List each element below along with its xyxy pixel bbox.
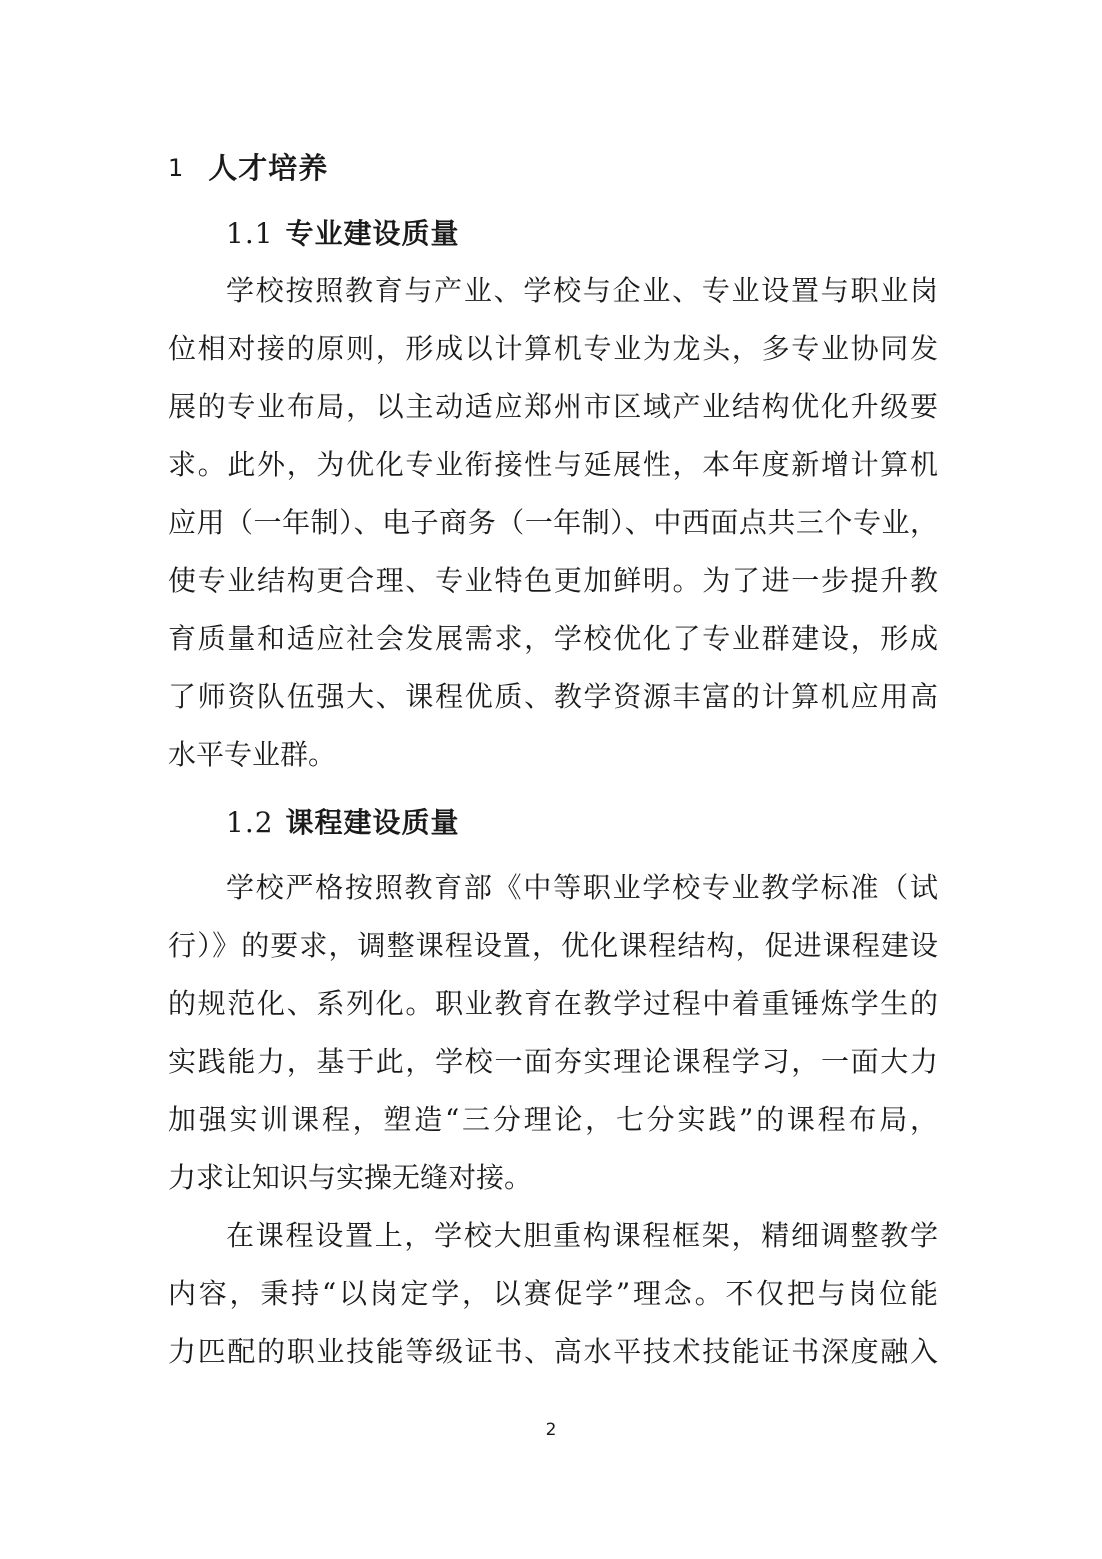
text-line: 的规范化、系列化。职业教育在教学过程中着重锤炼学生的 xyxy=(168,987,938,1020)
text-line: 内容，秉持“以岗定学，以赛促学”理念。不仅把与岗位能 xyxy=(168,1277,938,1310)
text-line: 实践能力，基于此，学校一面夯实理论课程学习，一面大力 xyxy=(168,1045,938,1078)
subsection-number: 1.2 xyxy=(226,806,274,839)
subsection-title: 专业建设质量 xyxy=(285,217,460,250)
text-line: 展的专业布局，以主动适应郑州市区域产业结构优化升级要 xyxy=(168,390,938,423)
text-line: 力求让知识与实操无缝对接。 xyxy=(168,1161,533,1194)
subsection-title: 课程建设质量 xyxy=(285,806,460,839)
text-line: 加强实训课程，塑造“三分理论，七分实践”的课程布局， xyxy=(168,1103,938,1136)
subsection-heading-1-2 xyxy=(226,801,460,841)
text-line: 学校严格按照教育部《中等职业学校专业教学标准（试 xyxy=(226,871,938,904)
paragraph-curriculum-standard xyxy=(168,859,938,1207)
section-number: 1 xyxy=(168,154,185,182)
text-line: 位相对接的原则，形成以计算机专业为龙头，多专业协同发 xyxy=(168,332,938,365)
text-line: 行）》的要求，调整课程设置，优化课程结构，促进课程建设 xyxy=(168,929,938,962)
paragraph-professional-construction xyxy=(168,262,938,784)
text-line: 学校按照教育与产业、学校与企业、专业设置与职业岗 xyxy=(226,274,938,307)
text-line: 在课程设置上，学校大胆重构课程框架，精细调整教学 xyxy=(226,1219,938,1252)
text-line: 育质量和适应社会发展需求，学校优化了专业群建设，形成 xyxy=(168,622,938,655)
text-line: 了师资队伍强大、课程优质、教学资源丰富的计算机应用高 xyxy=(168,680,938,713)
text-line: 水平专业群。 xyxy=(168,738,337,771)
section-heading xyxy=(168,146,328,187)
text-line: 力匹配的职业技能等级证书、高水平技术技能证书深度融入 xyxy=(168,1335,938,1368)
section-title: 人才培养 xyxy=(208,151,329,185)
text-line: 应用（一年制）、电子商务（一年制）、中西面点共三个专业， xyxy=(168,506,938,539)
text-line: 求。此外，为优化专业衔接性与延展性，本年度新增计算机 xyxy=(168,448,938,481)
subsection-heading-1-1 xyxy=(226,212,460,252)
page-number: 2 xyxy=(545,1420,557,1440)
subsection-number: 1.1 xyxy=(226,217,274,250)
paragraph-curriculum-setting xyxy=(168,1207,938,1381)
text-line: 使专业结构更合理、专业特色更加鲜明。为了进一步提升教 xyxy=(168,564,938,597)
